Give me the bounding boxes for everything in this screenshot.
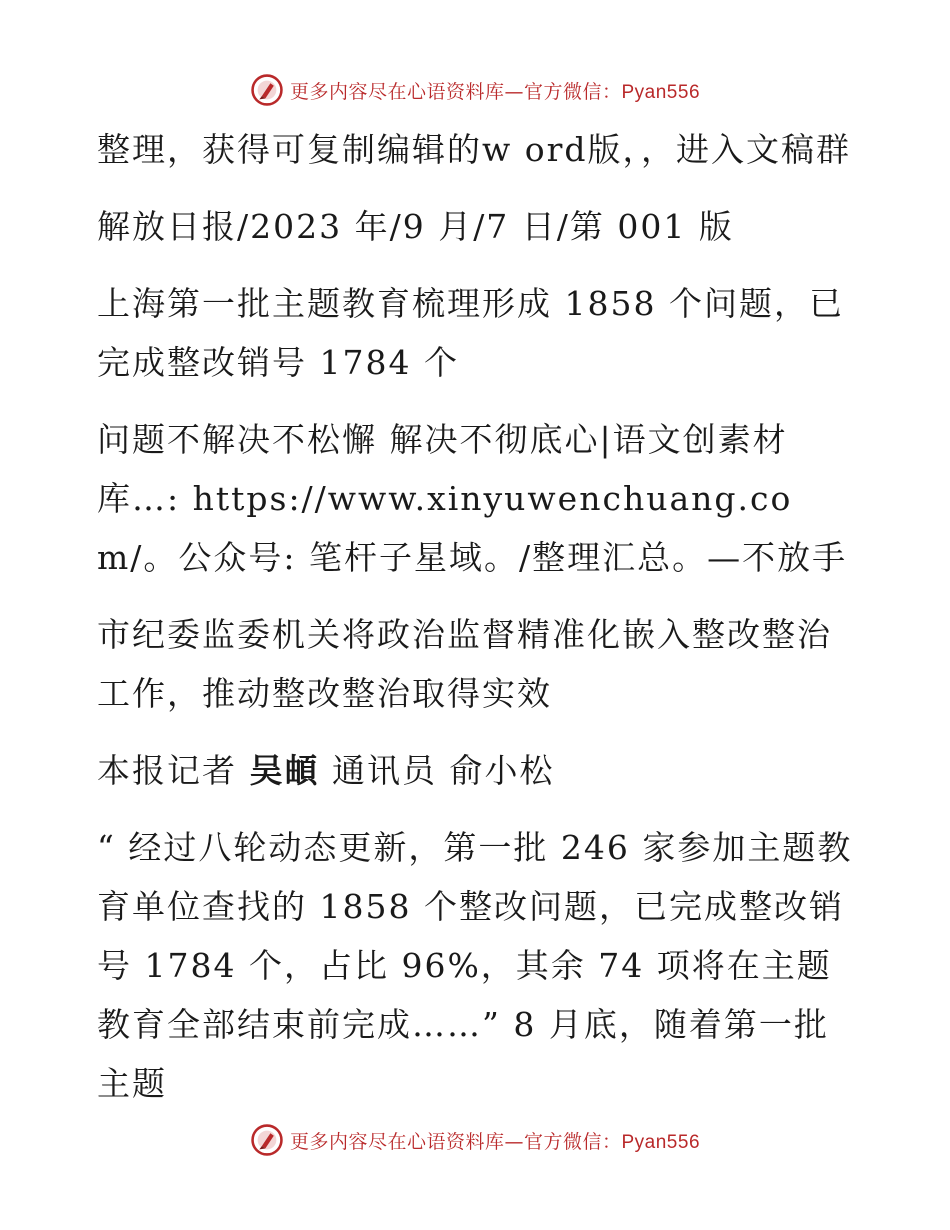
paragraph-subheadline: 问题不解决不松懈 解决不彻底心|语文创素材库…: https://www.xinyuwenchuang.com/。公众号: 笔杆子星域。/整理汇总。—不放手 (97, 420, 848, 577)
paragraph-body: “ 经过八轮动态更新，第一批 246 家参加主题教育单位查找的 1858 个整改问题，已完成整改销号 1784 个，占比 96%，其余 74 项将在主题教育全部结束前完成……” 8 月底，随着第一批主题 (97, 828, 853, 1103)
paragraph-intro: 整理，获得可复制编辑的w ord版，，进入文稿群 (97, 130, 852, 169)
watermark-wechat-label: 官方微信： (523, 80, 622, 103)
article-body (97, 120, 857, 1131)
byline-suffix: 通讯员 俞小松 (319, 751, 555, 790)
byline-reporter: 吴頔 (249, 751, 320, 790)
watermark-wechat-id: Pyan556 (621, 81, 701, 103)
paragraph-headline: 上海第一批主题教育梳理形成 1858 个问题，已完成整改销号 1784 个 (97, 284, 844, 382)
pen-nib-logo-icon (250, 73, 284, 107)
watermark-wechat-label: 官方微信： (523, 1130, 622, 1153)
footer-watermark (0, 1120, 950, 1160)
byline-prefix: 本报记者 (97, 751, 250, 790)
watermark-text (290, 77, 700, 104)
watermark-slogan: 更多内容尽在心语资料库 (289, 80, 505, 103)
pen-nib-logo-icon (250, 1123, 284, 1157)
watermark-slogan: 更多内容尽在心语资料库 (289, 1130, 505, 1153)
header-watermark (0, 70, 950, 110)
watermark-dash: — (504, 1130, 524, 1153)
watermark-text (290, 1127, 700, 1154)
paragraph-source: 解放日报/2023 年/9 月/7 日/第 001 版 (97, 207, 734, 246)
watermark-dash: — (504, 80, 524, 103)
paragraph-lead: 市纪委监委机关将政治监督精准化嵌入整改整治工作，推动整改整治取得实效 (97, 615, 832, 713)
paragraph-byline (97, 741, 857, 800)
watermark-wechat-id: Pyan556 (621, 1131, 701, 1153)
